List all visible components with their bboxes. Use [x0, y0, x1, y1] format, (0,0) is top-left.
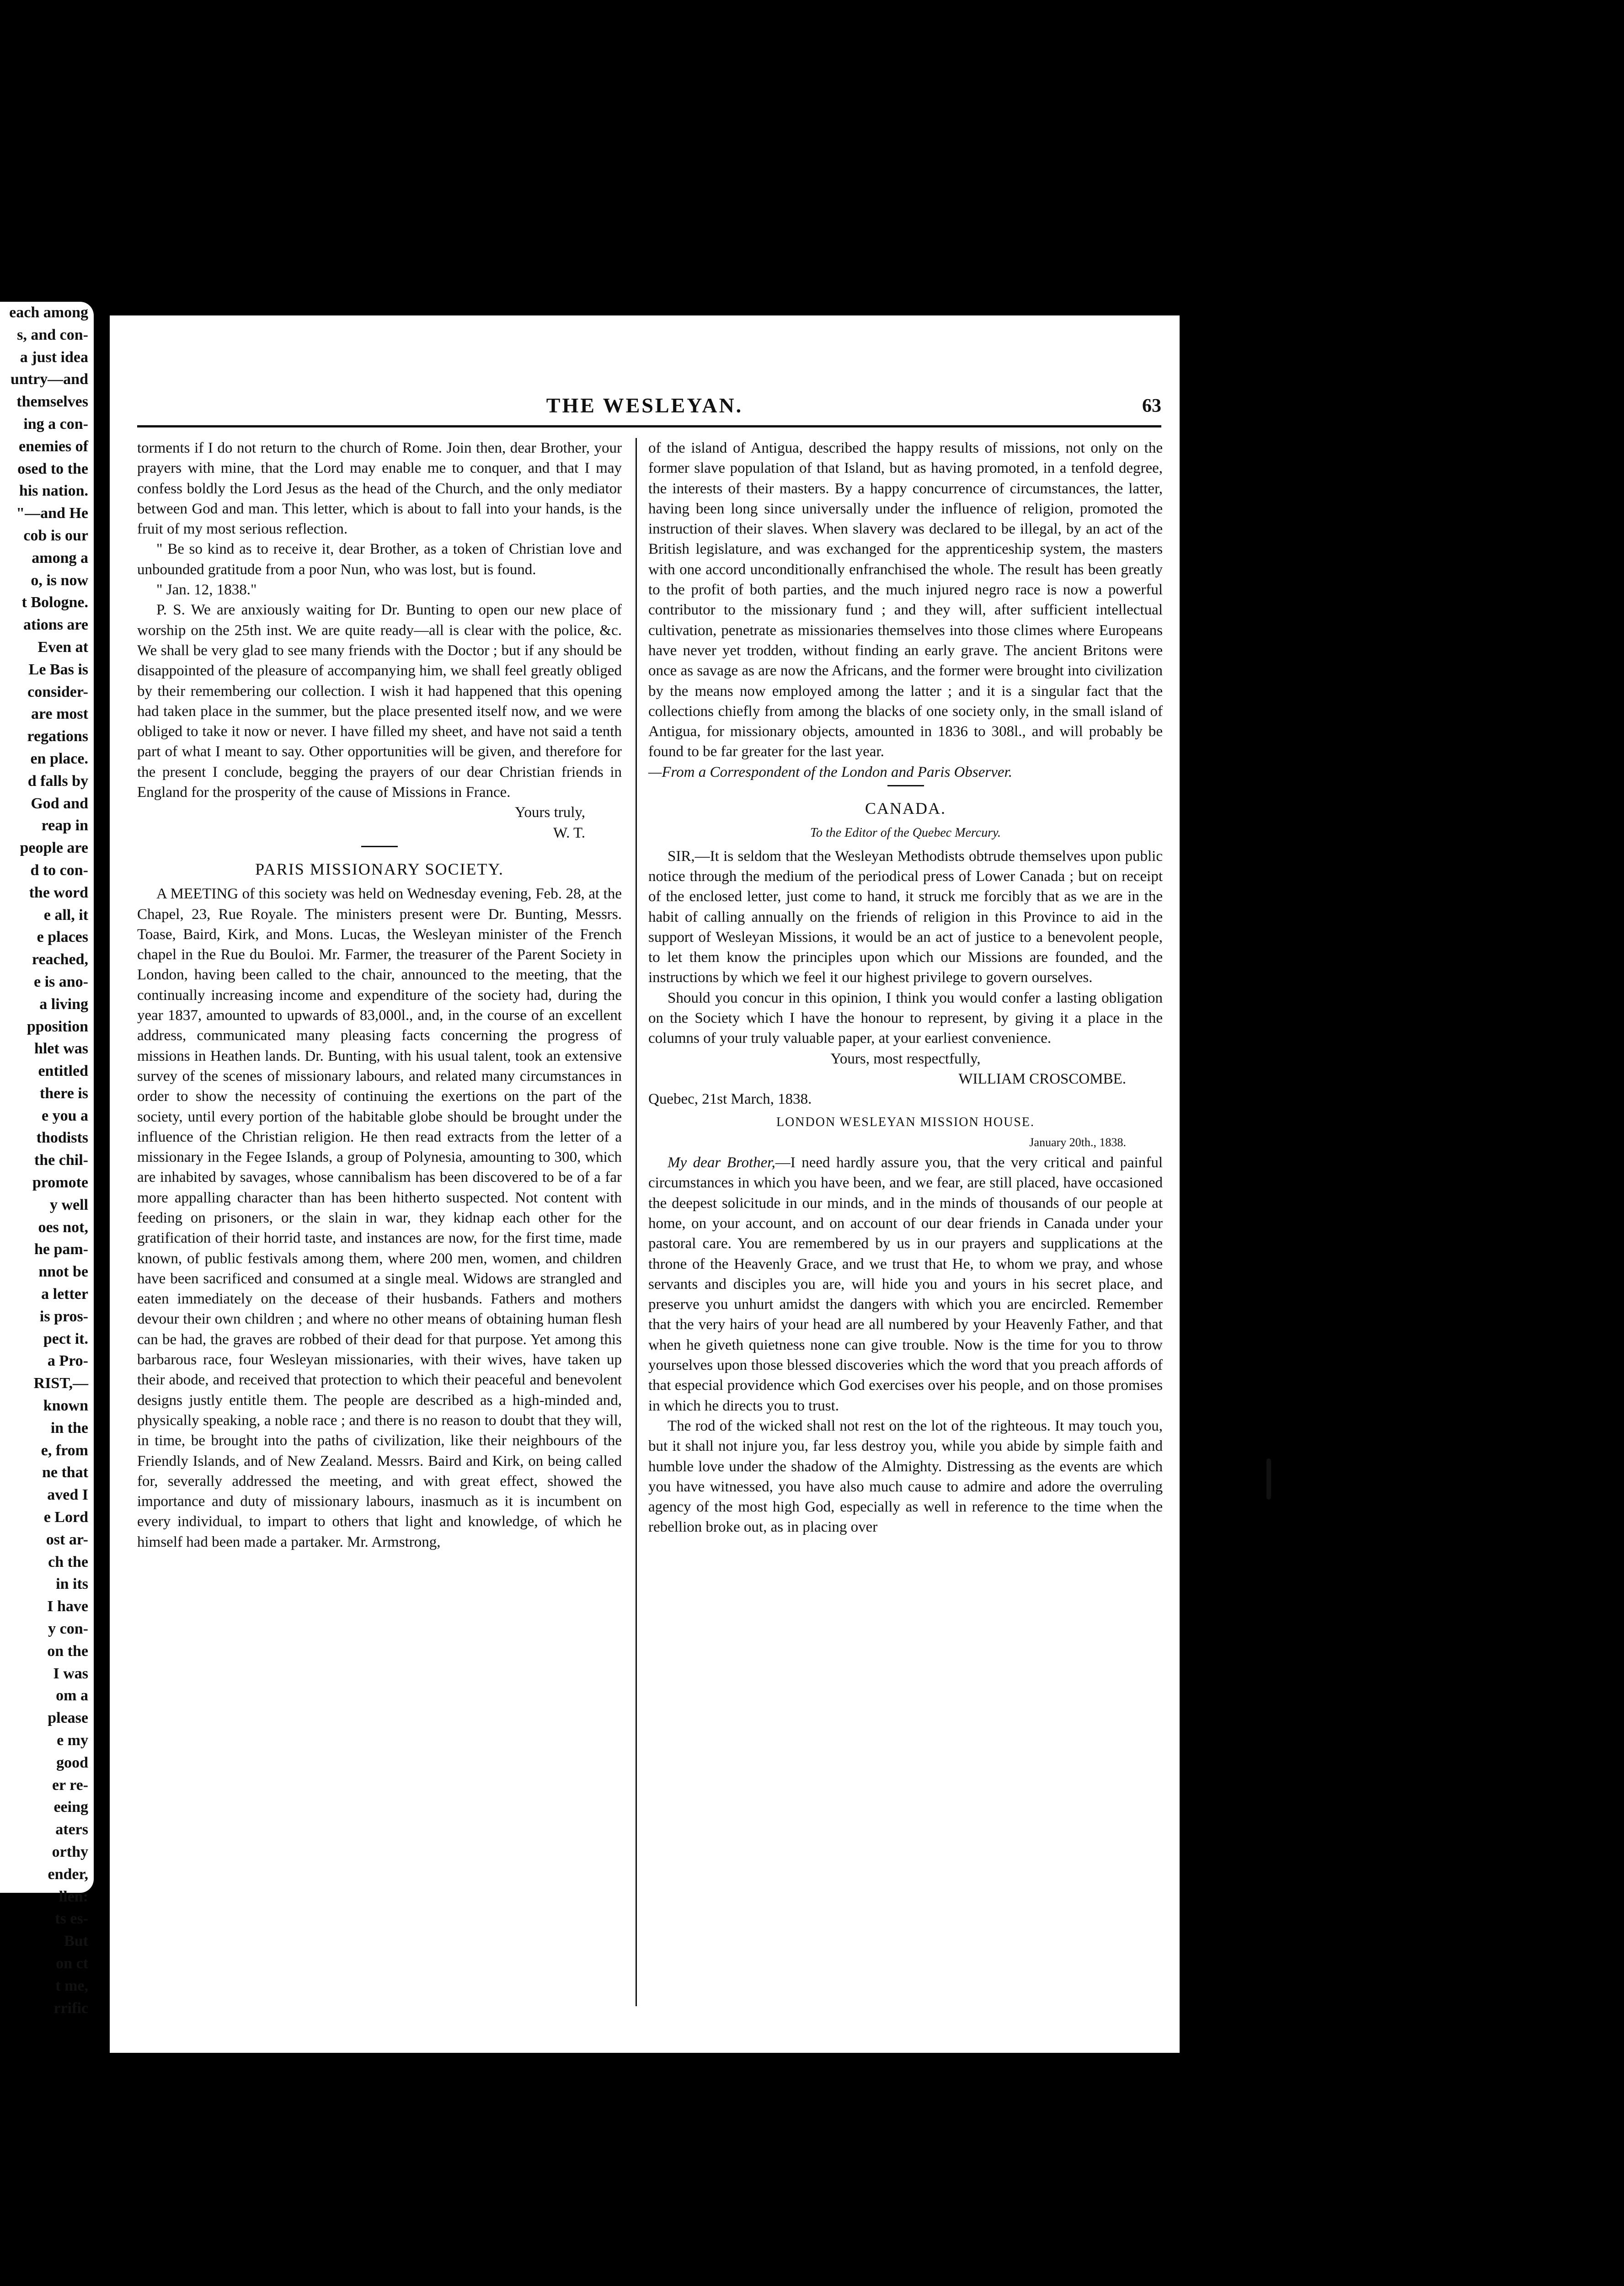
previous-page-line: t Bologne.	[21, 594, 88, 611]
previous-page-line: But	[64, 1933, 88, 1950]
running-title: THE WESLEYAN.	[546, 394, 743, 417]
previous-page-line: oes not,	[38, 1218, 88, 1236]
previous-page-line: y con-	[48, 1620, 88, 1638]
previous-page-line: o, is now	[31, 572, 88, 589]
previous-page-line: God and	[31, 795, 88, 812]
section-rule	[361, 846, 398, 847]
previous-page-line: ts es-	[55, 1910, 88, 1928]
previous-page-line: Le Bas is	[28, 661, 88, 678]
previous-page-line: t me,	[55, 1977, 88, 1994]
place-date: Quebec, 21st March, 1838.	[648, 1091, 812, 1108]
closing: Yours, most respectfully,	[830, 1050, 981, 1067]
source-credit-text: —From a Correspondent of the London and Paris Observer.	[648, 764, 1012, 780]
mission-heading: LONDON WESLEYAN MISSION HOUSE.	[776, 1115, 1035, 1129]
previous-page-line: aters	[55, 1821, 88, 1838]
previous-page-line: untry—and	[10, 371, 88, 388]
previous-page-line: he pam-	[34, 1241, 88, 1258]
previous-page-line: the word	[29, 884, 88, 901]
previous-page-line: enemies of	[18, 438, 88, 455]
section-rule	[887, 785, 924, 786]
previous-page-line: nnot be	[38, 1263, 88, 1281]
column-divider	[636, 438, 637, 2006]
previous-page-line: people are	[20, 839, 88, 857]
previous-page-line: consider-	[27, 683, 88, 700]
previous-page-line: e, from	[41, 1442, 88, 1459]
previous-page-line: are most	[31, 705, 88, 723]
letter-paragraph: Should you concur in this opinion, I think you would confer a lasting obligation on the Society which I have the honour to represent, by giving it a place in the columns of your truly valuable paper, at your earliest convenience.	[648, 989, 1163, 1047]
page-number: 63	[1142, 395, 1161, 417]
salutation: My dear Brother,	[668, 1154, 775, 1171]
previous-page-line: ne that	[42, 1464, 88, 1481]
section-heading: PARIS MISSIONARY SOCIETY.	[255, 860, 504, 878]
letter-date: " Jan. 12, 1838."	[156, 582, 257, 598]
previous-page-line: reap in	[41, 817, 88, 834]
previous-page-line: entitled	[38, 1063, 88, 1080]
article-continuation: of the island of Antigua, described the happy results of missions, not only on the former slave population of that Island, but as having promoted, in a tenfold degree, the interests of their masters. By a happy concurrence of circumstances, the latter, having been long since universally under the influence of religion, promoted the instruction of their slaves. When slavery was declared to be illegal, by an act of the British legislature, and was exchanged for the apprenticeship system, the masters with one accord unconditionally enfranchised the whole. The result has been greatly to the profit of both parties, and the much injured negro race is now a powerful contributor to the missionary fund ; and they will, after sufficient intellectual cultivation, penetrate as missionaries themselves into those climes where Europeans have never yet trodden, without finding an early grave. The ancient Britons were once as savage as are now the Africans, and the former were brought into civilization by the means now employed among the latter ; and it is a singular fact that the collections chiefly from among the blacks of one society only, in the small island of Antigua, for missionary objects, amounted in 1836 to 308l., and will probably be found to be far greater for the last year.	[648, 440, 1163, 760]
previous-page-line: e you a	[42, 1107, 88, 1124]
previous-page-line: each among	[9, 304, 88, 321]
previous-page-line: aved I	[47, 1486, 88, 1504]
previous-page-line: ations are	[23, 616, 88, 634]
previous-page-line: a letter	[41, 1286, 88, 1303]
source-credit	[648, 762, 1163, 782]
previous-page-line: s, and con-	[17, 326, 88, 343]
mission-date: January 20th., 1838.	[1029, 1135, 1126, 1149]
previous-page-line: e is ano-	[34, 973, 88, 990]
previous-page-line: I have	[47, 1598, 88, 1615]
previous-page-line: orthy	[52, 1843, 88, 1860]
previous-page-line: ender,	[48, 1865, 88, 1883]
letter-paragraph: The rod of the wicked shall not rest on the lot of the righteous. It may touch you, but it shall not injure you, far less destroy you, while you abide by simple faith and humble love under the shadow of the Almighty. Distressing as the events are which you have witnessed, you have also much cause to admire and adore the overruling agency of the most high God, especially as well in reference to the time when the rebellion broke out, as in placing over	[648, 1417, 1163, 1536]
left-column	[137, 438, 622, 1552]
postscript: P. S. We are anxiously waiting for Dr. Bunting to open our new place of worship on the 25th inst. We are quite ready—all is clear with the police, &c. We shall be very glad to see many friends with the Doctor ; but if any should be disappointed of the pleasure of accompanying him, we shall feel greatly obliged by their remembering our collection. I wish it had happened that this opening had taken place in the summer, but the place presented itself now, and we were obliged to take it now or never. I have filled my sheet, and have not said a tenth part of what I meant to say. Other opportunities will be given, and therefore for the present I conclude, begging the prayers of our dear Christian friends in England for the prosperity of the cause of Missions in France.	[137, 602, 622, 801]
letter-paragraph: SIR,—It is seldom that the Wesleyan Methodists obtrude themselves upon public notice through the medium of the periodical press of Lower Canada ; but on receipt of the enclosed letter, just come to hand, it struck me forcibly that as we are in the habit of calling annually on the friends of religion in this Province to aid in the support of Wesleyan Missions, it would be an act of justice to a benevolent people, to let them know the principles upon which our Missions are founded, and the instructions by which we feel it our highest privilege to govern ourselves.	[648, 848, 1163, 986]
previous-page-line: en place.	[30, 750, 88, 767]
previous-page-line: regations	[27, 728, 88, 745]
letter-text: —I need hardly assure you, that the very critical and painful circumstances in which you have been, and we fear, are still placed, have occasioned the deepest solicitude in our minds, and in the minds of thousands of our people at home, on your account, and on account of our dear friends in Canada under your pastoral care. You are remembered by us in our prayers and supplications at the throne of the Heavenly Grace, and we trust that He, to whom we pray, and whose servants and disciples you are, will hide you and yours in his secret place, and preserve you unhurt amidst the dangers with which you are encircled. Remember that the very hairs of your head are all numbered by your Heavenly Father, and that when he giveth quietness none can give trouble. Now is the time for you to throw yourselves upon those blessed discoveries which the word that you preach affords of that especial providence which God exercises over his people, and on those promises in which he directs you to trust.	[648, 1154, 1163, 1414]
previous-page-line: in its	[56, 1576, 88, 1593]
previous-page-line: osed to the	[17, 460, 88, 477]
previous-page-line: e places	[37, 929, 88, 946]
right-column	[648, 438, 1163, 1538]
previous-page-line: om a	[56, 1687, 88, 1704]
margin-mark	[1266, 1458, 1271, 1500]
previous-page-line: y well	[49, 1196, 88, 1213]
previous-page-line: e Lord	[43, 1509, 88, 1526]
previous-page-fragment	[0, 302, 94, 2017]
previous-page-line: e my	[57, 1732, 88, 1749]
previous-page-line: ch the	[48, 1553, 88, 1570]
previous-page-line: a just idea	[20, 348, 88, 366]
section-subheading: To the Editor of the Quebec Mercury.	[810, 826, 1001, 840]
previous-page-line: pect it.	[43, 1330, 88, 1347]
previous-page-line: thodists	[36, 1129, 88, 1147]
letter-paragraph: " Be so kind as to receive it, dear Brother, as a token of Christian love and unbounded gratitude from a poor Nun, who was lost, but is found.	[137, 541, 622, 578]
signature: WILLIAM CROSCOMBE.	[958, 1070, 1126, 1087]
previous-page-line: a living	[39, 995, 88, 1013]
newspaper-page	[110, 315, 1180, 2053]
previous-page-line: reached,	[32, 951, 88, 968]
previous-page-line: "—and He	[16, 505, 88, 522]
previous-page-line: themselves	[16, 393, 88, 411]
previous-page-line: a Pro-	[47, 1352, 88, 1370]
page-header	[110, 393, 1180, 421]
previous-page-line: RIST,—	[33, 1375, 88, 1392]
previous-page-line: hlet was	[34, 1040, 88, 1058]
previous-page-line: d falls by	[27, 772, 88, 790]
previous-page-line: llen:	[59, 1888, 88, 1905]
previous-page-line: on ct	[56, 1955, 88, 1972]
previous-page-line: his nation.	[19, 482, 88, 500]
previous-page-line: pposition	[27, 1018, 88, 1035]
previous-page-line: cob is our	[23, 527, 88, 544]
article-paragraph: A MEETING of this society was held on Wednesday evening, Feb. 28, at the Chapel, 23, Rue Royale. The ministers present were Dr. Bunting, Messrs. Toase, Baird, Kirk, and Mons. Lucas, the Wesleyan minister of the French chapel in the Rue du Bouloi. Mr. Farmer, the treasurer of the Parent Society in London, having been called to the chair, announced to the meeting, that the continually increasing income and expenditure of the society had, during the year 1837, amounted to upwards of 83,000l., and, in the course of an excellent address, communicated many pleasing facts concerning the progress of missions in Heathen lands. Dr. Bunting, with his usual talent, took an extensive survey of the scenes of missionary labours, and related many circumstances in order to show the necessity of continuing the exertions on the part of the society, until every portion of the habitable globe should be brought under the influence of the Christian religion. He then read extracts from the letter of a missionary in the Fegee Islands, a group of Polynesia, amounting to 300, which are inhabited by savages, whose cannibalism has been discovered to be of a far more appalling character than has been hitherto suspected. Not content with feeding on prisoners, or the slain in war, they kidnap each other for the gratification of their horrid taste, and instances are now, for the first time, made known, of public festivals among them, where 200 men, women, and children have been sacrificed and consumed at a single meal. Widows are strangled and eaten immediately on the decease of their husbands. Fathers and mothers devour their own children ; and where no other means of obtaining human flesh can be had, the graves are robbed of their dead for that purpose. Yet among this barbarous race, four Wesleyan missionaries, with their wives, have taken up their abode, and received that protection to which their peaceful and benevolent designs justly entitle them. The people are described as a high-minded and, physically speaking, a noble race ; and there is no reason to doubt that they will, in time, be brought into the paths of civilization, like their neighbours of the Friendly Islands, and of New Zealand. Messrs. Baird and Kirk, on being called for, severally addressed the meeting, and with great effect, showed the importance and duty of missionary labours, inasmuch as it is incumbent on every individual, to impart to others that light and knowledge, of which he himself had been made a partaker. Mr. Armstrong,	[137, 886, 622, 1550]
previous-page-line: among a	[32, 549, 88, 566]
previous-page-line: e all, it	[43, 906, 88, 924]
section-heading: CANADA.	[865, 799, 946, 818]
previous-page-line: rrific	[53, 1999, 88, 2017]
letter-paragraph	[648, 1153, 1163, 1416]
initials: W. T.	[553, 824, 585, 841]
previous-page-line: eeing	[53, 1799, 88, 1816]
previous-page-line: known	[43, 1397, 88, 1415]
previous-page-line: promote	[32, 1174, 88, 1191]
previous-page-line: there is	[39, 1084, 88, 1102]
previous-page-line: on the	[47, 1642, 88, 1660]
previous-page-line: ing a con-	[23, 415, 88, 433]
previous-page-line: in the	[50, 1419, 88, 1437]
previous-page-line: Even at	[37, 638, 88, 656]
previous-page-line: d to con-	[30, 861, 88, 879]
letter-paragraph: torments if I do not return to the church of Rome. Join then, dear Brother, your prayers with mine, that the Lord may enable me to conquer, and that I may confess boldly the Lord Jesus as the head of the Church, and the only mediator between God and man. This letter, which is about to fall into your hands, is the fruit of my most serious reflection.	[137, 440, 622, 538]
previous-page-line: the chil-	[34, 1152, 88, 1169]
previous-page-line: good	[56, 1754, 88, 1771]
header-rule	[137, 425, 1161, 427]
previous-page-line: er re-	[52, 1776, 88, 1794]
previous-page-line: please	[48, 1709, 88, 1727]
previous-page-line: I was	[53, 1665, 88, 1682]
previous-page-line: ost ar-	[46, 1531, 88, 1548]
previous-page-line: is pros-	[39, 1308, 88, 1325]
closing: Yours truly,	[514, 804, 585, 821]
